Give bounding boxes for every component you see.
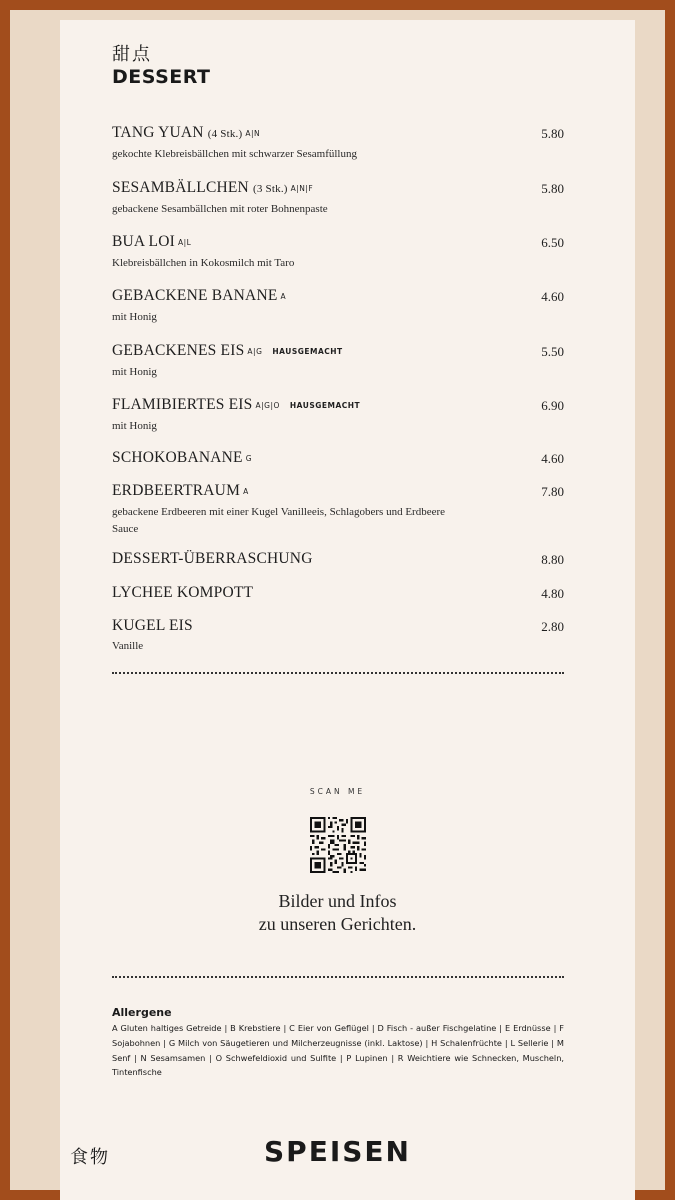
menu-item: [112, 550, 564, 568]
section-title-chinese: 甜点: [112, 44, 152, 65]
scan-info-text: [0, 890, 675, 936]
item-allergens: G: [245, 454, 253, 463]
item-price: 7.80: [541, 484, 564, 499]
menu-item: [112, 233, 564, 272]
menu-item: [112, 396, 564, 435]
qr-code-icon[interactable]: [310, 817, 366, 873]
menu-item: [112, 124, 564, 163]
item-price: 4.60: [541, 451, 564, 466]
allergens-legend: A Gluten haltiges Getreide | B Krebstiere | C Eier von Geflügel | D Fisch - außer Fischgelatine | E Erdnüsse | F Sojabohnen | G Milch von Säugetieren und Milcherzeugnisse (inkl. Laktose) | H Schalenfrüchte | L Sellerie | M Senf | N Sesamsamen | O Schwefeldioxid und Sulfite | P Lupinen | R Weichtiere wie Schnecken, Muscheln, Tintenfische: [112, 1023, 564, 1078]
item-price: 4.60: [541, 289, 564, 304]
item-allergens: A|N: [245, 129, 261, 138]
homemade-badge: HAUSGEMACHT: [289, 401, 361, 410]
section-title: DESSERT: [112, 66, 211, 88]
item-description: Vanille: [112, 640, 144, 652]
item-name: GEBACKENES EIS: [112, 342, 245, 359]
menu-item: [112, 617, 564, 655]
menu-item: [112, 482, 564, 538]
item-name: DESSERT-ÜBERRASCHUNG: [112, 550, 313, 567]
item-description: gebackene Erdbeeren mit einer Kugel Vanilleeis, Schlagobers und Erdbeere Sauce: [112, 506, 446, 535]
item-price: 4.80: [541, 586, 564, 601]
item-price: 8.80: [541, 552, 564, 567]
item-allergens: A: [280, 292, 287, 301]
item-name: SCHOKOBANANE: [112, 449, 243, 466]
item-price: 5.80: [541, 126, 564, 141]
item-price: 2.80: [541, 619, 564, 634]
item-description: Klebreisbällchen in Kokosmilch mit Taro: [112, 257, 295, 269]
item-allergens: A|G|O: [255, 401, 280, 410]
item-quantity: (4 Stk.): [207, 128, 243, 140]
menu-item: [112, 449, 564, 468]
item-name: TANG YUAN: [112, 124, 204, 141]
item-description: mit Honig: [112, 366, 157, 378]
item-name: ERDBEERTRAUM: [112, 482, 241, 499]
item-price: 6.50: [541, 235, 564, 250]
item-quantity: (3 Stk.): [253, 183, 288, 195]
item-description: mit Honig: [112, 420, 157, 432]
scan-info-line-2: zu unseren Gerichten.: [258, 914, 417, 934]
item-name: SESAMBÄLLCHEN: [112, 179, 249, 196]
dotted-divider: [112, 672, 564, 674]
item-description: mit Honig: [112, 311, 157, 323]
menu-item: [112, 287, 564, 326]
item-allergens: A|L: [177, 238, 192, 247]
menu-item: [112, 584, 564, 602]
item-name: GEBACKENE BANANE: [112, 287, 278, 304]
item-price: 6.90: [541, 398, 564, 413]
item-name: LYCHEE KOMPOTT: [112, 584, 254, 601]
item-description: gekochte Klebreisbällchen mit schwarzer Sesamfüllung: [112, 148, 357, 160]
item-price: 5.80: [541, 181, 564, 196]
item-name: BUA LOI: [112, 233, 175, 250]
scan-info-line-1: Bilder und Infos: [278, 891, 397, 911]
menu-item: [112, 179, 564, 218]
item-allergens: A|N|F: [290, 184, 314, 193]
item-description: gebackene Sesambällchen mit roter Bohnenpaste: [112, 203, 328, 215]
footer-title-chinese: 食物: [70, 1147, 110, 1168]
item-name: FLAMIBIERTES EIS: [112, 396, 253, 413]
homemade-badge: HAUSGEMACHT: [272, 347, 343, 356]
scan-me-label: SCAN ME: [309, 787, 366, 796]
item-allergens: A|G: [247, 347, 263, 356]
menu-item: [112, 342, 564, 381]
item-price: 5.50: [541, 344, 564, 359]
item-name: KUGEL EIS: [112, 617, 193, 634]
allergens-title: Allergene: [112, 1006, 172, 1019]
item-allergens: A: [243, 487, 249, 496]
footer-title: SPEISEN: [264, 1135, 411, 1168]
dotted-divider: [112, 976, 564, 978]
